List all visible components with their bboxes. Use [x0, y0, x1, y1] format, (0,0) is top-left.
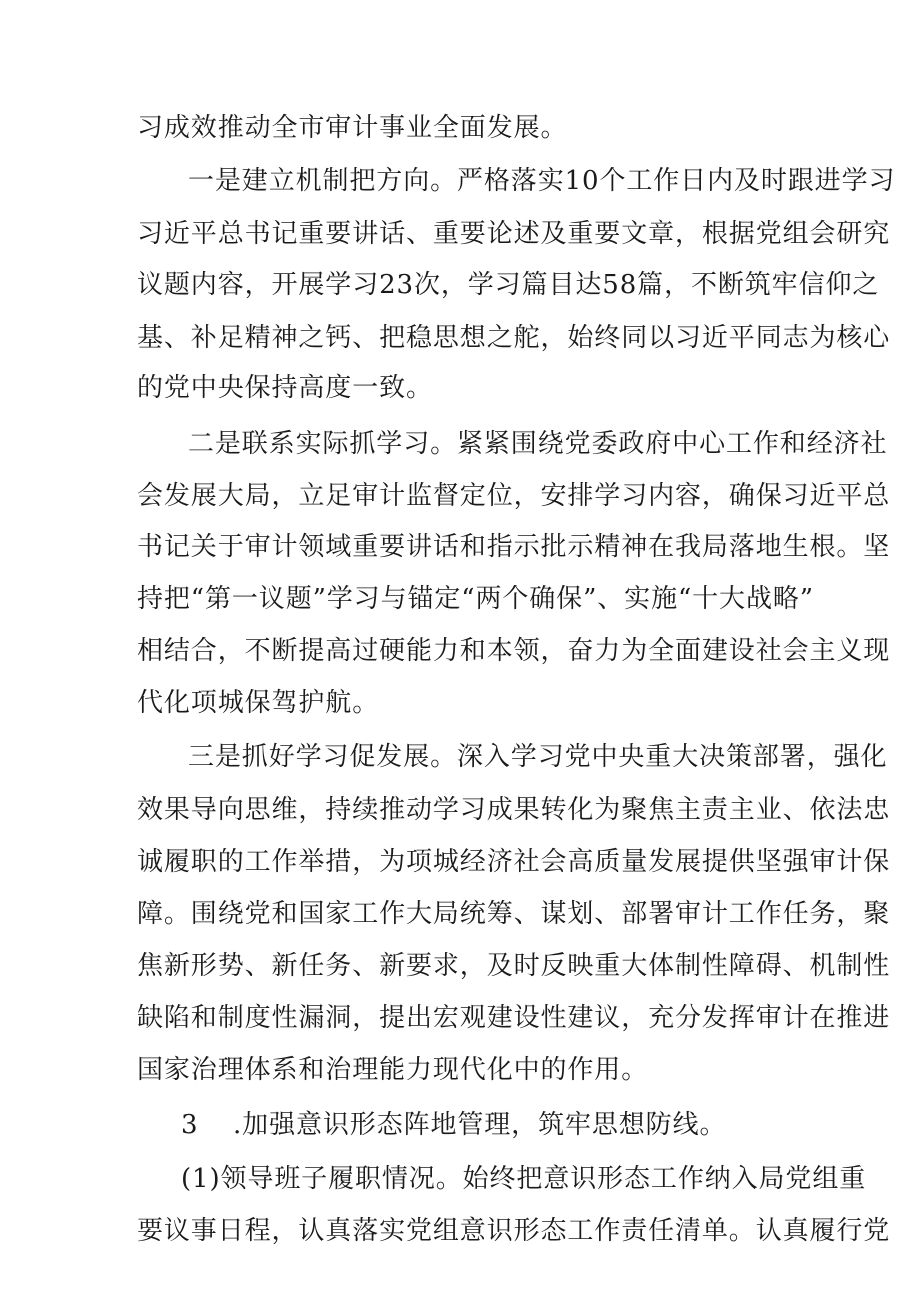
text-line: 会发展大局，立足审计监督定位，安排学习内容，确保习近平总 [137, 481, 891, 511]
text-line: 习成效推动全市审计事业全面发展。 [137, 113, 568, 143]
section-number: 3 [181, 1110, 198, 1140]
section-heading: .加强意识形态阵地管理，筑牢思想防线。 [233, 1110, 727, 1140]
text-line: 效果导向思维，持续推动学习成果转化为聚焦主责主业、依法忠 [137, 795, 891, 825]
text-line: 相结合，不断提高过硬能力和本领，奋力为全面建设社会主义现 [137, 636, 891, 666]
text-line: 议题内容，开展学习23次，学习篇目达58篇，不断筑牢信仰之 [137, 270, 880, 300]
text-line: 持把“第一议题”学习与锚定“两个确保”、实施“十大战略” [137, 584, 814, 614]
paragraph-first-line: 二是联系实际抓学习。紧紧围绕党委政府中心工作和经济社 [188, 429, 888, 459]
text-line: 障。围绕党和国家工作大局统筹、谋划、部署审计工作任务，聚 [137, 899, 891, 929]
text-line: 书记关于审计领域重要讲话和指示批示精神在我局落地生根。坚 [137, 532, 891, 562]
text-line: 国家治理体系和治理能力现代化中的作用。 [137, 1055, 649, 1085]
paragraph-first-line: 三是抓好学习促发展。深入学习党中央重大决策部署，强化 [188, 742, 888, 772]
text-line: 要议事日程，认真落实党组意识形态工作责任清单。认真履行党 [137, 1216, 891, 1246]
paragraph-first-line: 一是建立机制把方向。严格落实10个工作日内及时跟进学习 [188, 166, 896, 196]
text-line: 焦新形势、新任务、新要求，及时反映重大体制性障碍、机制性 [137, 951, 891, 981]
text-line: 基、补足精神之钙、把稳思想之舵，始终同以习近平同志为核心 [137, 323, 891, 353]
text-line: 代化项城保驾护航。 [137, 688, 380, 718]
text-line: 诚履职的工作举措，为项城经济社会高质量发展提供坚强审计保 [137, 847, 891, 877]
subsection-first-line: (1)领导班子履职情况。始终把意识形态工作纳入局党组重 [181, 1164, 867, 1194]
text-line: 缺陷和制度性漏洞，提出宏观建设性建议，充分发挥审计在推进 [137, 1003, 891, 1033]
text-line: 的党中央保持高度一致。 [137, 373, 433, 403]
text-line: 习近平总书记重要讲话、重要论述及重要文章，根据党组会研究 [137, 219, 891, 249]
